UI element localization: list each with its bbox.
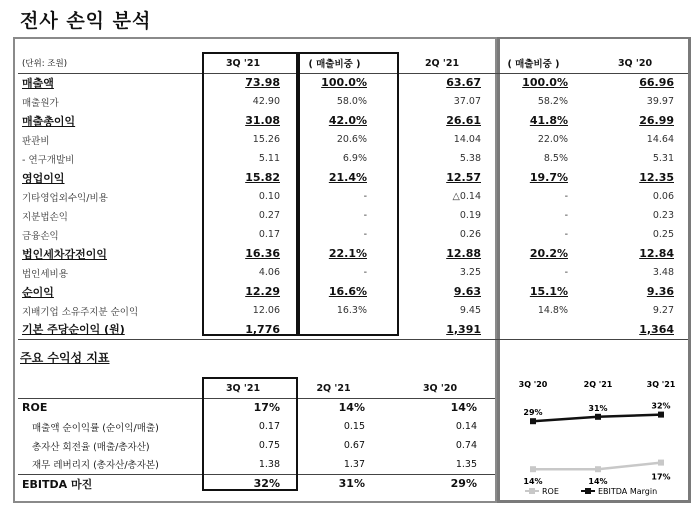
row-value: 14.64 — [646, 134, 674, 145]
row-value: 9.36 — [646, 285, 674, 298]
row-label: 영업이익 — [22, 171, 65, 185]
kpi-value: 17% — [253, 401, 280, 415]
row-value: 9.27 — [652, 305, 674, 316]
x-tick-label: 2Q '21 — [583, 380, 613, 389]
row-value: 16.3% — [336, 305, 367, 316]
data-label: 32% — [651, 401, 671, 411]
row-value: 42.90 — [252, 96, 280, 107]
row-value: 73.98 — [245, 76, 280, 90]
row-value: - — [363, 267, 367, 278]
kpi-value: 32% — [202, 474, 298, 493]
col-ratio-2q21: ( 매출비중 ) — [495, 54, 592, 73]
row-value: 4.06 — [258, 267, 280, 278]
data-label: 29% — [523, 408, 543, 418]
row-value: 42.0% — [328, 114, 367, 127]
row-label: 금융손익 — [22, 230, 59, 242]
kpi-label: EBITDA 마진 — [18, 474, 202, 493]
row-value: 20.2% — [529, 247, 568, 260]
row-value: - — [363, 210, 367, 221]
row-value: 6.9% — [342, 153, 367, 164]
x-tick-label: 3Q '21 — [646, 380, 676, 389]
row-value: 12.88 — [446, 247, 481, 260]
row-value: 0.23 — [652, 210, 674, 221]
row-value: 66.96 — [639, 76, 674, 90]
kpi-label: 재무 레버리지 (총자산/총자본) — [32, 460, 159, 472]
kpi-value: 1.37 — [343, 458, 365, 470]
highlight-ratio-column — [298, 52, 399, 336]
kpi-col-3q20: 3Q '20 — [399, 379, 495, 398]
row-value: 0.26 — [459, 229, 481, 240]
row-value: 14.8% — [537, 305, 568, 316]
row-value: 58.0% — [336, 96, 367, 107]
row-value: △0.14 — [452, 191, 481, 202]
row-value — [495, 320, 592, 339]
col-3q21: 3Q '21 — [202, 54, 298, 73]
kpi-value: 14% — [450, 401, 477, 415]
row-value: 5.11 — [258, 153, 280, 164]
row-value: - — [564, 229, 568, 240]
row-value: 37.07 — [453, 96, 481, 107]
row-value: 100.0% — [522, 76, 568, 90]
kpi-label: 매출액 순이익률 (순이익/매출) — [32, 422, 159, 434]
kpi-value: 1.35 — [455, 458, 477, 470]
unit-label: (단위: 조원) — [18, 54, 202, 73]
row-value: 12.84 — [639, 247, 674, 260]
kpi-label: ROE — [22, 401, 48, 415]
row-value: 31.08 — [245, 114, 280, 127]
kpi-value: 0.14 — [455, 421, 477, 432]
data-label: 31% — [588, 403, 608, 413]
col-2q21: 2Q '21 — [399, 54, 495, 73]
kpi-value: 29% — [399, 474, 495, 493]
legend-marker — [585, 488, 591, 494]
kpi-label: 총자산 회전율 (매출/총자산) — [32, 441, 150, 453]
row-value: 39.97 — [646, 96, 674, 107]
row-value: 14.04 — [453, 134, 481, 145]
page-title: 전사 손익 분석 — [20, 10, 152, 32]
kpi-value: 1.38 — [258, 458, 280, 470]
row-value: 22.1% — [328, 247, 367, 260]
row-label: 기본 주당순이익 (원) — [18, 320, 202, 339]
row-label: 순이익 — [22, 285, 54, 299]
row-value: 9.63 — [453, 285, 481, 298]
kpi-value: 0.67 — [343, 440, 365, 451]
kpi-value: 0.17 — [258, 421, 280, 432]
row-value: 22.0% — [537, 134, 568, 145]
row-value: 12.06 — [252, 305, 280, 316]
row-label: 매출원가 — [22, 97, 59, 109]
row-value: 19.7% — [529, 171, 568, 184]
kpi-col-2q21: 2Q '21 — [298, 379, 399, 398]
kpi-value: 0.74 — [455, 440, 477, 451]
kpi-section-title: 주요 수익성 지표 — [20, 351, 110, 365]
row-value: 100.0% — [321, 76, 367, 90]
row-value: 0.27 — [258, 210, 280, 221]
row-label: 기타영업외수익/비용 — [22, 192, 108, 204]
row-value: 9.45 — [459, 305, 481, 316]
kpi-col-3q21: 3Q '21 — [202, 379, 298, 398]
highlight-kpi-3q21-column — [202, 377, 298, 491]
kpi-value: 0.75 — [258, 440, 280, 451]
row-value: 0.06 — [652, 191, 674, 202]
row-value: 21.4% — [328, 171, 367, 184]
row-value: 3.48 — [652, 267, 674, 278]
row-value: 3.25 — [459, 267, 481, 278]
row-value: 12.35 — [639, 171, 674, 184]
row-value: - — [564, 267, 568, 278]
data-point — [530, 418, 536, 424]
row-value: 58.2% — [537, 96, 568, 107]
row-label: 지분법손익 — [22, 211, 68, 223]
kpi-value: 0.15 — [343, 421, 365, 432]
data-point — [658, 460, 664, 466]
row-value: - — [564, 191, 568, 202]
row-value: 20.6% — [336, 134, 367, 145]
legend-label: EBITDA Margin — [598, 487, 658, 496]
row-label: 매출총이익 — [22, 114, 76, 128]
row-label: 지배기업 소유주지분 순이익 — [22, 306, 139, 318]
row-label: - 연구개발비 — [22, 154, 75, 166]
row-value: 26.99 — [639, 114, 674, 127]
row-label: 판관비 — [22, 135, 50, 147]
row-value: 0.17 — [258, 229, 280, 240]
row-label: 매출액 — [22, 76, 54, 90]
row-label: 법인세비용 — [22, 268, 68, 280]
row-value: 15.26 — [252, 134, 280, 145]
data-label: 14% — [523, 477, 543, 487]
legend-label: ROE — [542, 487, 559, 496]
row-value: 8.5% — [543, 153, 568, 164]
data-label: 14% — [588, 477, 608, 487]
data-point — [530, 466, 536, 472]
data-point — [595, 466, 601, 472]
row-value: 63.67 — [446, 76, 481, 90]
row-value: - — [363, 229, 367, 240]
kpi-value: 31% — [298, 474, 399, 493]
row-value: 12.29 — [245, 285, 280, 298]
row-value: 12.57 — [446, 171, 481, 184]
row-value: 5.38 — [459, 153, 481, 164]
row-value: 15.82 — [245, 171, 280, 184]
row-value: 1,391 — [399, 320, 495, 339]
row-value: 16.36 — [245, 247, 280, 260]
highlight-3q21-column — [202, 52, 298, 336]
row-value: 16.6% — [328, 285, 367, 298]
col-3q20: 3Q '20 — [592, 54, 688, 73]
row-value: - — [564, 210, 568, 221]
row-value: - — [363, 191, 367, 202]
row-value: 0.19 — [459, 210, 481, 221]
row-value: 1,776 — [202, 320, 298, 339]
row-value: 0.10 — [258, 191, 280, 202]
data-point — [658, 412, 664, 418]
kpi-value: 14% — [338, 401, 365, 415]
row-value: 5.31 — [652, 153, 674, 164]
legend-marker — [529, 488, 535, 494]
roe-ebitda-line-chart — [503, 375, 687, 499]
row-label: 법인세차감전이익 — [22, 247, 108, 261]
data-point — [595, 414, 601, 420]
row-value: 0.25 — [652, 229, 674, 240]
row-value: 41.8% — [529, 114, 568, 127]
col-ratio-3q21: ( 매출비중 ) — [298, 54, 399, 73]
x-tick-label: 3Q '20 — [518, 380, 548, 389]
data-label: 17% — [651, 472, 671, 482]
row-value: 26.61 — [446, 114, 481, 127]
row-value: 15.1% — [529, 285, 568, 298]
row-value: 1,364 — [592, 320, 688, 339]
